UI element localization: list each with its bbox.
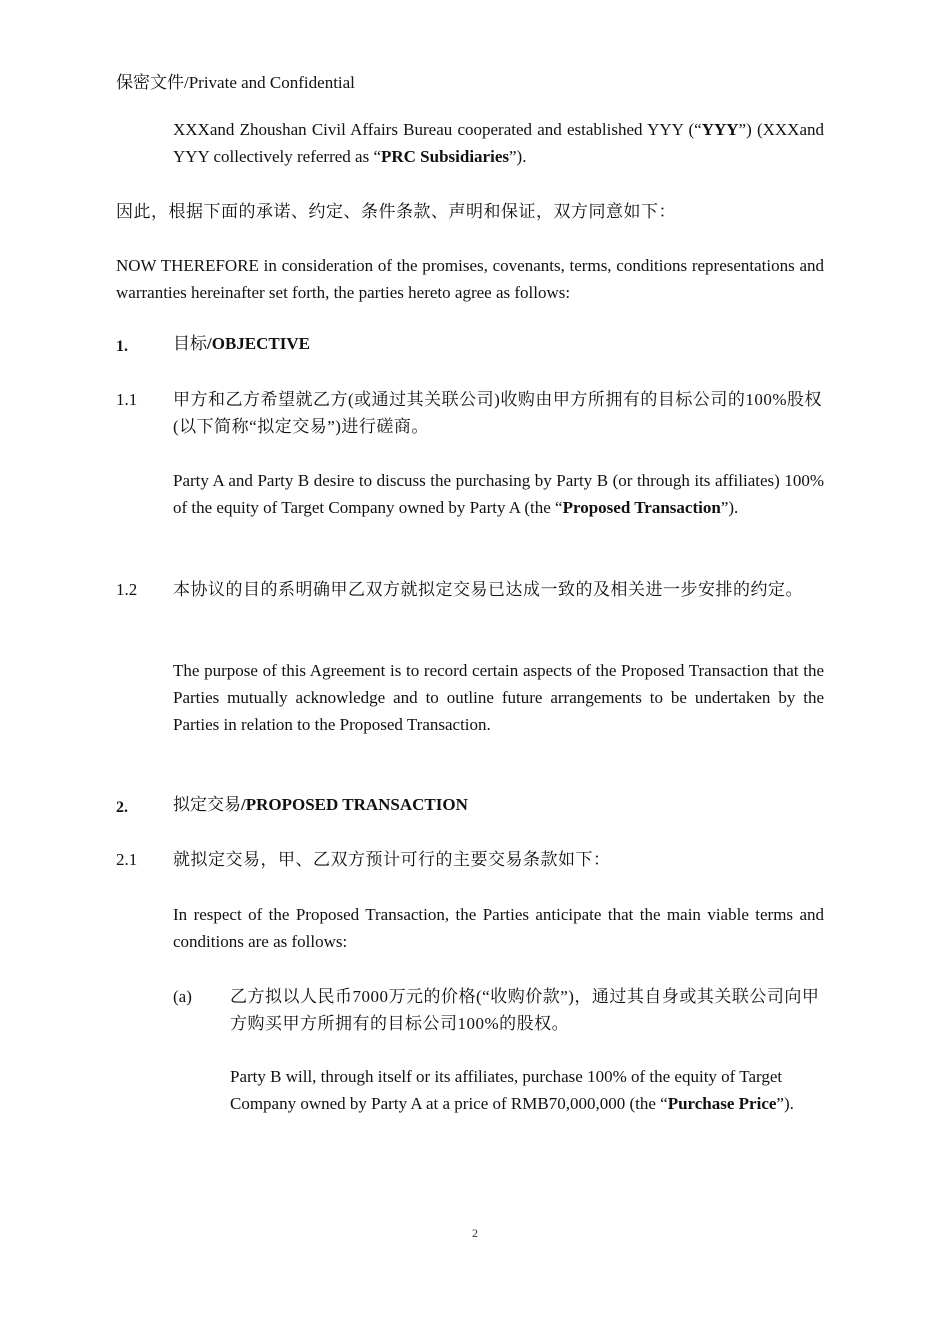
subclause-a-en-a: Party B will, through itself or its affiliates, purchase 100% of the equity of Target Company owned by Party A at a price of RMB70,000,000 (the “: [230, 1067, 783, 1113]
subclause-a-label: (a): [173, 987, 192, 1006]
intro-text-a: XXXand Zhoushan Civil Affairs Bureau cooperated and established YYY (“: [173, 120, 702, 139]
clause-2-1-en: In respect of the Proposed Transaction, the Parties anticipate that the main viable terms and conditions are as follows:: [173, 905, 824, 951]
page-header: 保密文件/Private and Confidential: [116, 73, 355, 92]
section1-title-cn: 目标: [173, 334, 207, 353]
clause-1-1-number: 1.1: [116, 390, 138, 409]
section2-title-cn: 拟定交易: [173, 795, 241, 814]
section1-title-en: /OBJECTIVE: [207, 334, 310, 353]
page-number: 2: [472, 1226, 478, 1240]
clause-2-1-cn: 就拟定交易，甲、乙双方预计可行的主要交易条款如下：: [173, 850, 611, 869]
section2-heading: [173, 791, 468, 818]
intro-term-prc: PRC Subsidiaries: [380, 147, 509, 166]
subclause-a-cn: 乙方拟以人民币7000万元的价格(“收购价款”)，通过其自身或其关联公司向甲方购买甲方所拥有的目标公司100%的股权。: [230, 987, 820, 1033]
subclause-a-en: [230, 1063, 820, 1117]
clause-2-1-number: 2.1: [116, 850, 138, 869]
subclause-a-term: Purchase Price: [667, 1094, 777, 1113]
section2-title-en: /PROPOSED TRANSACTION: [241, 795, 468, 814]
section1-number: 1.: [116, 338, 128, 355]
therefore-cn: 因此，根据下面的承诺、约定、条件条款、声明和保证，双方同意如下：: [116, 202, 676, 221]
clause-1-2-cn: 本协议的目的系明确甲乙双方就拟定交易已达成一致的及相关进一步安排的约定。: [173, 580, 803, 599]
intro-text-c: ”) (XXXand YYY collectively referred as “: [173, 120, 824, 166]
clause-1-1-en-a: Party A and Party B desire to discuss the purchasing by Party B (or through its affiliates) 100% of the equity of Target Company owned by Party A (the “: [173, 471, 824, 517]
therefore-en: NOW THEREFORE in consideration of the promises, covenants, terms, conditions representations and warranties hereinafter set forth, the parties hereto agree as follows:: [116, 256, 824, 302]
intro-paragraph: [173, 116, 824, 170]
clause-1-1-term: Proposed Transaction: [562, 498, 721, 517]
clause-1-1-en: [173, 467, 824, 521]
clause-1-1-cn: 甲方和乙方希望就乙方(或通过其关联公司)收购由甲方所拥有的目标公司的100%股权(以下简称“拟定交易”)进行磋商。: [173, 390, 822, 436]
intro-term-yyy: YYY: [701, 120, 739, 139]
section1-heading: [173, 330, 310, 357]
clause-1-1-en-c: ”).: [720, 498, 739, 517]
clause-1-2-en: The purpose of this Agreement is to record certain aspects of the Proposed Transaction that the Parties mutually acknowledge and to outline future arrangements to be undertaken by the Parties in relation to the Proposed Transaction.: [173, 661, 824, 734]
subclause-a-en-c: ”).: [776, 1094, 794, 1113]
intro-text-d: ”).: [508, 147, 527, 166]
section2-number: 2.: [116, 799, 128, 816]
clause-1-2-number: 1.2: [116, 580, 138, 599]
